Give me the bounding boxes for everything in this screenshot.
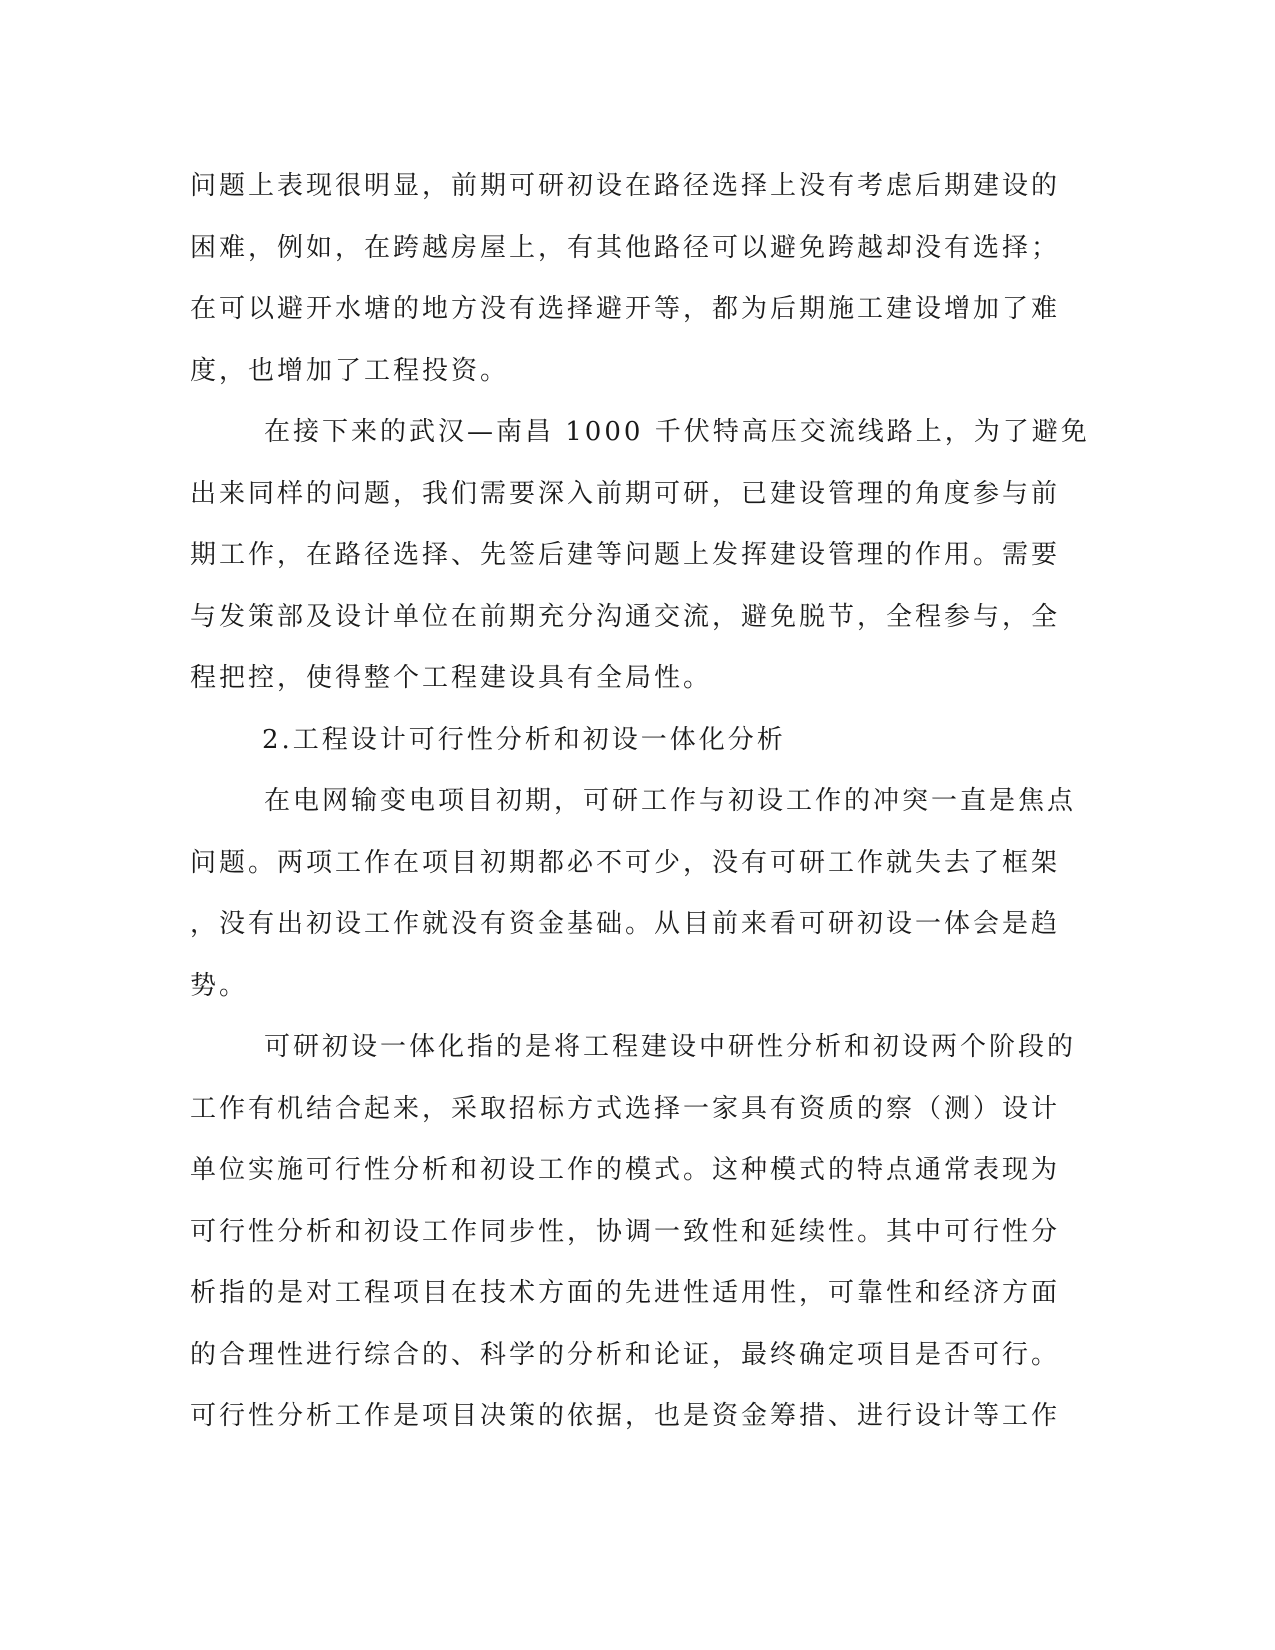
text-line: 势。 — [190, 970, 249, 1001]
text-line: 可行性分析和初设工作同步性，协调一致性和延续性。其中可行性分 — [190, 1216, 1061, 1247]
section-heading-text: 2.工程设计可行性分析和初设一体化分析 — [262, 724, 786, 755]
text-line: 工作有机结合起来，采取招标方式选择一家具有资质的察（测）设计 — [190, 1093, 1061, 1124]
section-heading — [190, 720, 1070, 782]
text-line: 在电网输变电项目初期，可研工作与初设工作的冲突一直是焦点 — [264, 786, 1077, 816]
text-line: 问题上表现很明显，前期可研初设在路径选择上没有考虑后期建设的 — [190, 171, 1061, 201]
text-line: 可研初设一体化指的是将工程建设中研性分析和初设两个阶段的 — [264, 1032, 1077, 1062]
text-line: 问题。两项工作在项目初期都必不可少，没有可研工作就失去了框架 — [190, 847, 1061, 878]
text-line: 的合理性进行综合的、科学的分析和论证，最终确定项目是否可行。 — [190, 1339, 1061, 1370]
text-line: 困难，例如，在跨越房屋上，有其他路径可以避免跨越却没有选择； — [190, 232, 1061, 263]
document-body — [190, 166, 1090, 1458]
paragraph-wuhan-nanchang — [190, 412, 1090, 720]
paragraph-continuation — [190, 166, 1070, 412]
text-line: 在接下来的武汉—南昌 1000 千伏特高压交流线路上，为了避免 — [264, 417, 1090, 447]
paragraph-integration-definition — [190, 1027, 1077, 1458]
text-line: 与发策部及设计单位在前期充分沟通交流，避免脱节，全程参与，全 — [190, 601, 1061, 632]
text-line: 期工作，在路径选择、先签后建等问题上发挥建设管理的作用。需要 — [190, 540, 1061, 570]
text-line: 程把控，使得整个工程建设具有全局性。 — [190, 663, 713, 693]
text-line: 在可以避开水塘的地方没有选择避开等，都为后期施工建设增加了难 — [190, 294, 1061, 324]
text-line: ，没有出初设工作就没有资金基础。从目前来看可研初设一体会是趋 — [190, 909, 1061, 939]
paragraph-grid-project — [190, 781, 1077, 1027]
text-line: 可行性分析工作是项目决策的依据，也是资金筹措、进行设计等工作 — [190, 1401, 1061, 1431]
text-line: 出来同样的问题，我们需要深入前期可研，已建设管理的角度参与前 — [190, 478, 1061, 509]
text-line: 单位实施可行性分析和初设工作的模式。这种模式的特点通常表现为 — [190, 1155, 1061, 1185]
text-line: 度，也增加了工程投资。 — [190, 355, 510, 386]
text-line: 析指的是对工程项目在技术方面的先进性适用性，可靠性和经济方面 — [190, 1278, 1061, 1308]
